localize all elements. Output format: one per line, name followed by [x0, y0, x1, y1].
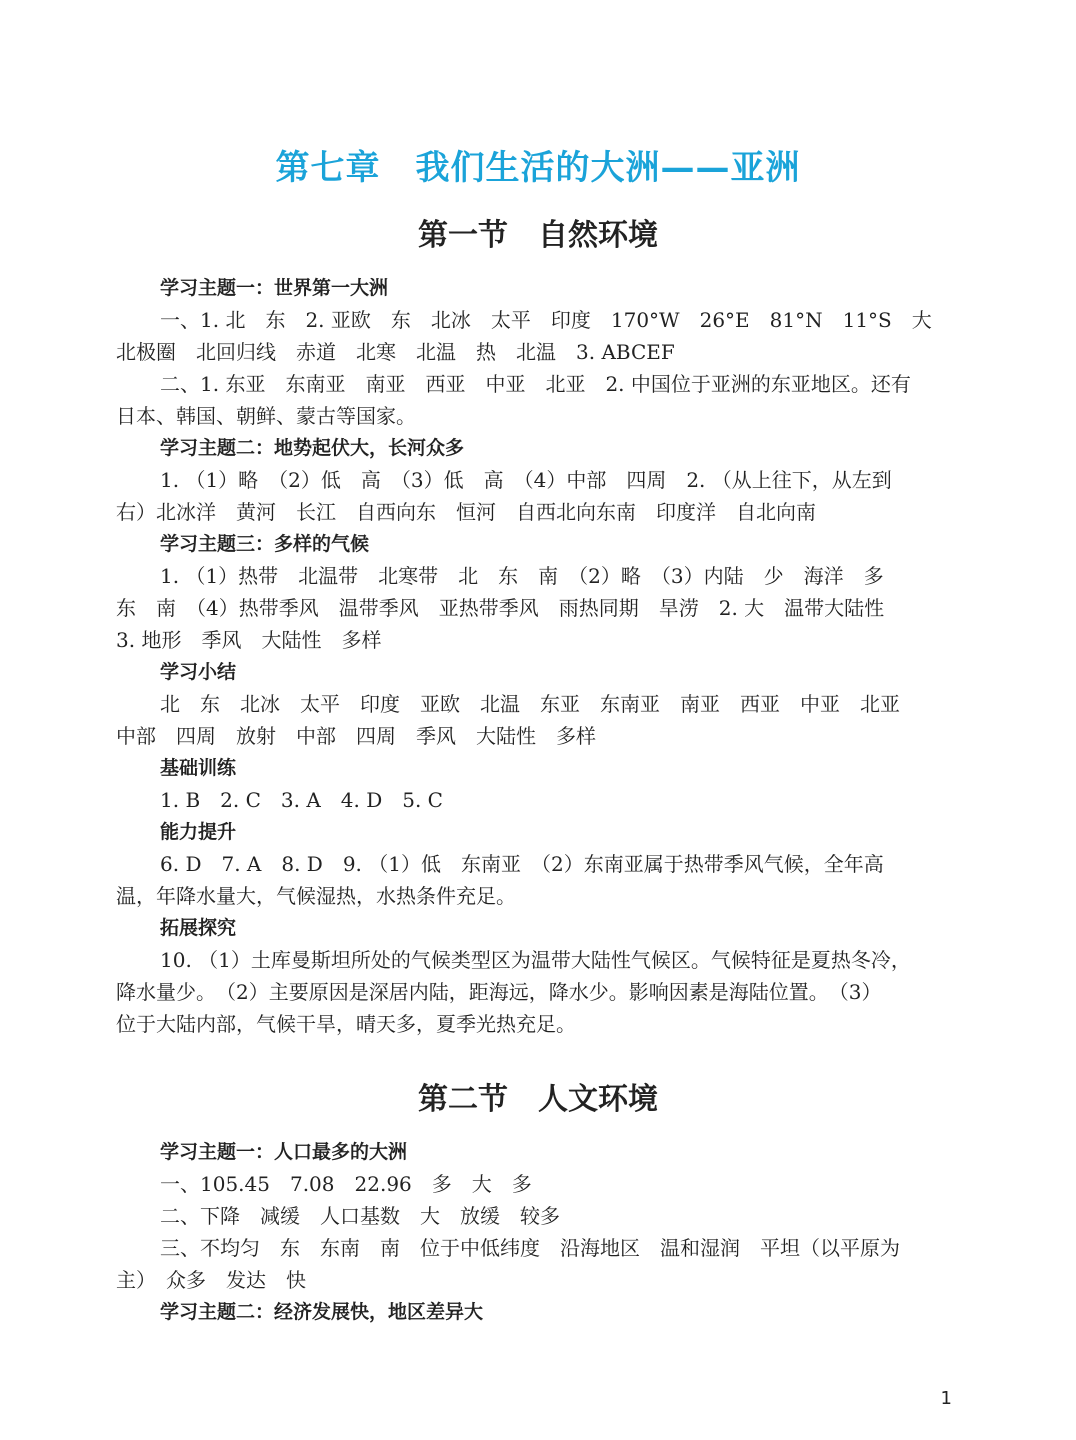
answer-line: 1. （1）热带 北温带 北寒带 北 东 南 （2）略 （3）内陆 少 海洋 多	[160, 564, 884, 588]
answer-line: 三、不均匀 东 东南 南 位于中低纬度 沿海地区 温和湿润 平坦（以平原为	[160, 1236, 900, 1260]
subsection-heading: 学习主题一：人口最多的大洲	[160, 1141, 408, 1163]
answer-line: 1. （1）略 （2）低 高 （3）低 高 （4）中部 四周 2. （从上往下，从左到	[160, 468, 892, 492]
answer-line: 北极圈 北回归线 赤道 北寒 北温 热 北温 3. ABCEF	[116, 340, 675, 364]
section1-title: 第一节 自然环境	[418, 218, 658, 253]
section2-content	[116, 1136, 961, 1328]
page-number: 1	[940, 1388, 952, 1409]
subsection-heading: 学习主题一：世界第一大洲	[160, 277, 389, 299]
answer-line: 东 南 （4）热带季风 温带季风 亚热带季风 雨热同期 旱涝 2. 大 温带大陆性	[116, 596, 885, 620]
answer-line: 一、105.45 7.08 22.96 多 大 多	[160, 1172, 532, 1196]
answer-line: 10. （1）土库曼斯坦所处的气候类型区为温带大陆性气候区。气候特征是夏热冬冷，	[160, 948, 911, 972]
subsection-heading: 学习主题二：经济发展快，地区差异大	[160, 1301, 484, 1323]
answer-line: 温，年降水量大，气候湿热，水热条件充足。	[116, 884, 516, 908]
answer-line: 6. D 7. A 8. D 9. （1）低 东南亚 （2）东南亚属于热带季风气候，全年高	[160, 852, 884, 876]
answer-line: 二、下降 减缓 人口基数 大 放缓 较多	[160, 1204, 560, 1228]
section1-content	[116, 272, 961, 1040]
answer-line: 3. 地形 季风 大陆性 多样	[116, 628, 382, 652]
section2-title: 第二节 人文环境	[418, 1082, 658, 1117]
subsection-heading: 学习主题三：多样的气候	[160, 533, 370, 555]
answer-line: 中部 四周 放射 中部 四周 季风 大陆性 多样	[116, 724, 596, 748]
answer-line: 北 东 北冰 太平 印度 亚欧 北温 东亚 东南亚 南亚 西亚 中亚 北亚	[160, 692, 900, 716]
answer-line: 位于大陆内部，气候干旱，晴天多，夏季光热充足。	[116, 1012, 576, 1036]
subsection-heading: 能力提升	[160, 821, 237, 843]
answer-line: 二、1. 东亚 东南亚 南亚 西亚 中亚 北亚 2. 中国位于亚洲的东亚地区。还有	[160, 372, 911, 396]
answer-line: 降水量少。 （2）主要原因是深居内陆，距海远，降水少。影响因素是海陆位置。 （3）	[116, 980, 882, 1004]
answer-line: 1. B 2. C 3. A 4. D 5. C	[160, 788, 443, 812]
chapter-title: 第七章 我们生活的大洲——亚洲	[275, 148, 801, 188]
answer-line: 一、1. 北 东 2. 亚欧 东 北冰 太平 印度 170°W 26°E 81°N 11°S 大	[160, 308, 932, 332]
answer-line: 右）北冰洋 黄河 长江 自西向东 恒河 自西北向东南 印度洋 自北向南	[116, 500, 816, 524]
subsection-heading: 基础训练	[160, 757, 237, 779]
answer-line: 主） 众多 发达 快	[116, 1268, 306, 1292]
answer-line: 日本、韩国、朝鲜、蒙古等国家。	[116, 404, 416, 428]
subsection-heading: 学习小结	[160, 661, 237, 683]
subsection-heading: 学习主题二：地势起伏大，长河众多	[160, 437, 465, 459]
subsection-heading: 拓展探究	[160, 917, 237, 939]
